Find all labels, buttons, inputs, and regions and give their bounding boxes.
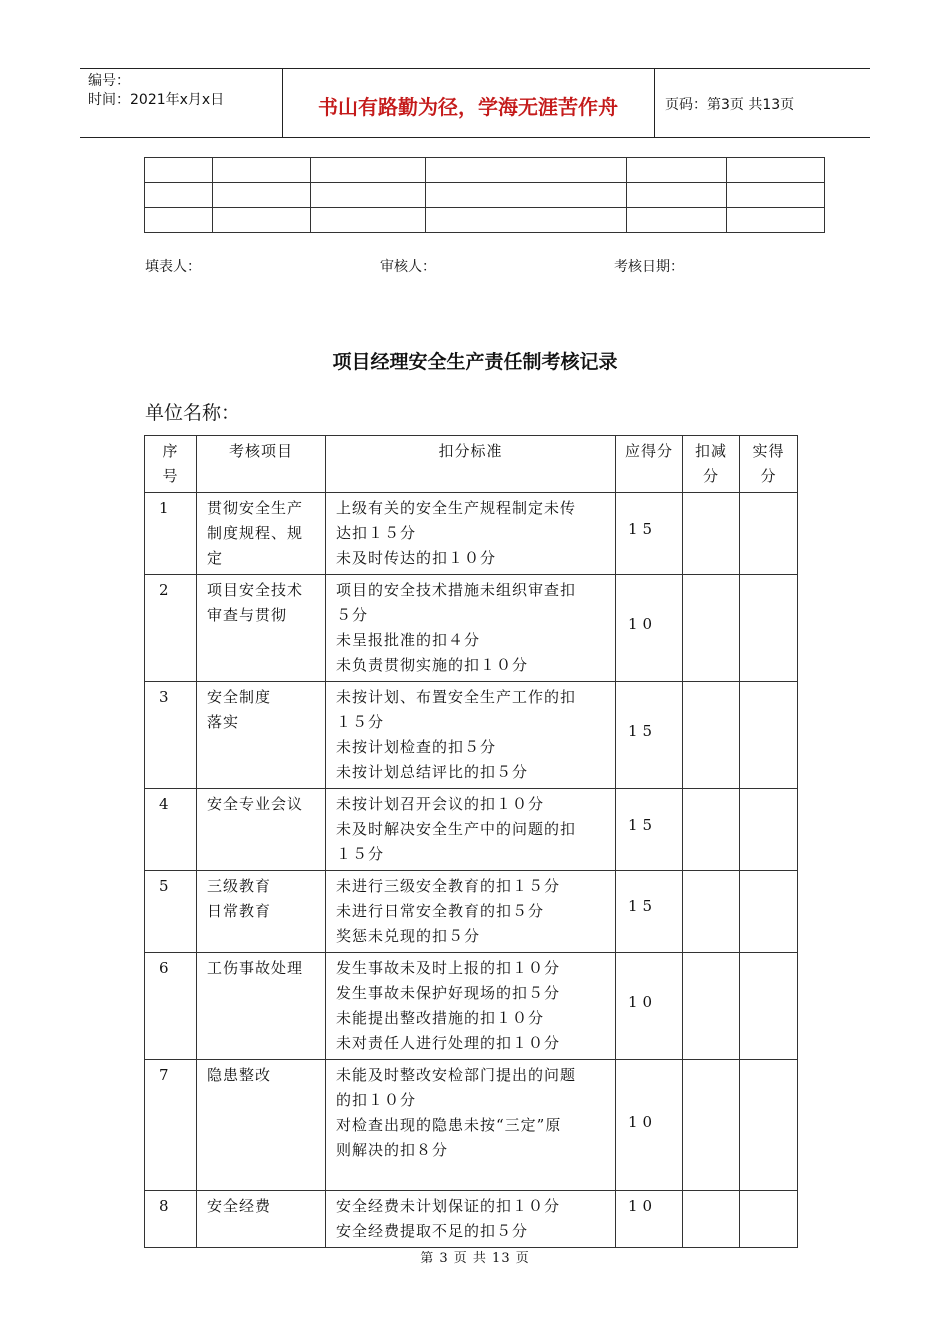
- row-no: 2: [145, 575, 197, 682]
- row-item: [197, 871, 326, 953]
- row-due-score: 10: [616, 575, 683, 682]
- header-item: 考核项目: [197, 436, 326, 493]
- header-no: [145, 436, 197, 493]
- number-label: 编号：: [88, 73, 130, 89]
- row-no: 7: [145, 1060, 197, 1191]
- cell-line: 未呈报批准的扣４分: [336, 631, 481, 649]
- cell-line: 日常教育: [207, 902, 272, 920]
- row-actual-score: [740, 1191, 798, 1248]
- header-divider: [654, 69, 655, 137]
- row-item: [197, 953, 326, 1060]
- cell-line: 未负责贯彻实施的扣１０分: [336, 656, 529, 674]
- cell-line: 三级教育: [207, 877, 272, 895]
- table-row: [145, 1191, 798, 1248]
- row-no: 5: [145, 871, 197, 953]
- cell-line: 对检查出现的隐患未按“三定”原: [336, 1116, 562, 1134]
- row-item: [197, 1191, 326, 1248]
- blank-row: [145, 208, 825, 233]
- header-due: 应得分: [616, 436, 683, 493]
- cell-line: 未能及时整改安检部门提出的问题: [336, 1066, 577, 1084]
- cell-line: ５分: [336, 606, 369, 624]
- row-no: 1: [145, 493, 197, 575]
- row-standard: [326, 1060, 616, 1191]
- row-item: [197, 575, 326, 682]
- cell-line: １５分: [336, 845, 385, 863]
- row-deduct-score: [683, 789, 740, 871]
- row-actual-score: [740, 682, 798, 789]
- cell-line: 奖惩未兑现的扣５分: [336, 927, 481, 945]
- cell-line: １５分: [336, 713, 385, 731]
- row-due-score: 15: [616, 789, 683, 871]
- row-deduct-score: [683, 575, 740, 682]
- table-row: [145, 682, 798, 789]
- row-item: [197, 682, 326, 789]
- row-deduct-score: [683, 871, 740, 953]
- cell-line: 未进行三级安全教育的扣１５分: [336, 877, 561, 895]
- row-item: [197, 493, 326, 575]
- header-standard: 扣分标准: [326, 436, 616, 493]
- blank-row: [145, 158, 825, 183]
- row-standard: [326, 682, 616, 789]
- cell-line: 制度规程、规: [207, 524, 304, 542]
- header-page-info: 页码：第3页 共13页: [665, 97, 795, 113]
- cell-line: 定: [207, 549, 224, 567]
- cell-line: 隐患整改: [207, 1066, 272, 1084]
- row-due-score: 15: [616, 871, 683, 953]
- table-row: [145, 1060, 798, 1191]
- row-deduct-score: [683, 1191, 740, 1248]
- cell-line: 则解决的扣８分: [336, 1141, 449, 1159]
- row-standard: [326, 575, 616, 682]
- header-deduct: [683, 436, 740, 493]
- assessment-table: [144, 435, 798, 1248]
- cell-line: 上级有关的安全生产规程制定未传: [336, 499, 577, 517]
- cell-line: 审查与贯彻: [207, 606, 288, 624]
- header-text: 扣减: [694, 442, 727, 460]
- row-actual-score: [740, 789, 798, 871]
- page-footer: 第 3 页 共 13 页: [420, 1251, 530, 1266]
- header-text: 号: [162, 467, 179, 485]
- row-standard: [326, 789, 616, 871]
- cell-line: 安全经费未计划保证的扣１０分: [336, 1197, 561, 1215]
- time-label: 时间：2021年x月x日: [88, 92, 225, 108]
- cell-line: 未能提出整改措施的扣１０分: [336, 1009, 545, 1027]
- row-deduct-score: [683, 1060, 740, 1191]
- cell-line: 的扣１０分: [336, 1091, 417, 1109]
- cell-line: 安全制度: [207, 688, 272, 706]
- row-actual-score: [740, 1060, 798, 1191]
- row-due-score: 15: [616, 682, 683, 789]
- reviewer-label: 审核人：: [380, 259, 436, 275]
- row-standard: [326, 953, 616, 1060]
- header-meta: [88, 72, 224, 110]
- row-no: 4: [145, 789, 197, 871]
- row-actual-score: [740, 871, 798, 953]
- header-text: 实得: [752, 442, 785, 460]
- row-deduct-score: [683, 682, 740, 789]
- cell-line: 未按计划召开会议的扣１０分: [336, 795, 545, 813]
- row-no: 3: [145, 682, 197, 789]
- header-text: 序: [162, 442, 179, 460]
- cell-line: 项目的安全技术措施未组织审查扣: [336, 581, 577, 599]
- row-actual-score: [740, 493, 798, 575]
- cell-line: 未按计划检查的扣５分: [336, 738, 497, 756]
- row-deduct-score: [683, 493, 740, 575]
- row-deduct-score: [683, 953, 740, 1060]
- cell-line: 安全经费: [207, 1197, 272, 1215]
- cell-line: 安全经费提取不足的扣５分: [336, 1222, 529, 1240]
- page-header: [80, 68, 870, 138]
- cell-line: 工伤事故处理: [207, 959, 304, 977]
- row-standard: [326, 1191, 616, 1248]
- row-standard: [326, 493, 616, 575]
- table-row: [145, 953, 798, 1060]
- row-due-score: 10: [616, 1060, 683, 1191]
- blank-row: [145, 183, 825, 208]
- cell-line: 未及时解决安全生产中的问题的扣: [336, 820, 577, 838]
- header-actual: [740, 436, 798, 493]
- cell-line: 项目安全技术: [207, 581, 304, 599]
- header-motto: 书山有路勤为径，学海无涯苦作舟: [318, 95, 618, 119]
- row-due-score: 15: [616, 493, 683, 575]
- row-due-score: 10: [616, 1191, 683, 1248]
- row-actual-score: [740, 953, 798, 1060]
- cell-line: 安全专业会议: [207, 795, 304, 813]
- cell-line: 未对责任人进行处理的扣１０分: [336, 1034, 561, 1052]
- row-standard: [326, 871, 616, 953]
- filler-label: 填表人：: [145, 259, 201, 275]
- unit-name-label: 单位名称：: [145, 402, 241, 424]
- cell-line: 达扣１５分: [336, 524, 417, 542]
- review-date-label: 考核日期：: [614, 259, 684, 275]
- row-no: 8: [145, 1191, 197, 1248]
- cell-line: 未进行日常安全教育的扣５分: [336, 902, 545, 920]
- blank-table: [144, 157, 825, 233]
- table-row: [145, 575, 798, 682]
- cell-line: 发生事故未保护好现场的扣５分: [336, 984, 561, 1002]
- page-title: 项目经理安全生产责任制考核记录: [332, 351, 618, 373]
- cell-line: 未按计划总结评比的扣５分: [336, 763, 529, 781]
- cell-line: 落实: [207, 713, 240, 731]
- row-due-score: 10: [616, 953, 683, 1060]
- row-item: [197, 789, 326, 871]
- cell-line: 发生事故未及时上报的扣１０分: [336, 959, 561, 977]
- header-text: 分: [760, 467, 777, 485]
- table-row: [145, 493, 798, 575]
- header-text: 分: [702, 467, 719, 485]
- cell-line: 未及时传达的扣１０分: [336, 549, 497, 567]
- cell-line: 未按计划、布置安全生产工作的扣: [336, 688, 577, 706]
- row-no: 6: [145, 953, 197, 1060]
- cell-line: 贯彻安全生产: [207, 499, 304, 517]
- table-row: [145, 871, 798, 953]
- row-item: [197, 1060, 326, 1191]
- table-header-row: [145, 436, 798, 493]
- table-row: [145, 789, 798, 871]
- row-actual-score: [740, 575, 798, 682]
